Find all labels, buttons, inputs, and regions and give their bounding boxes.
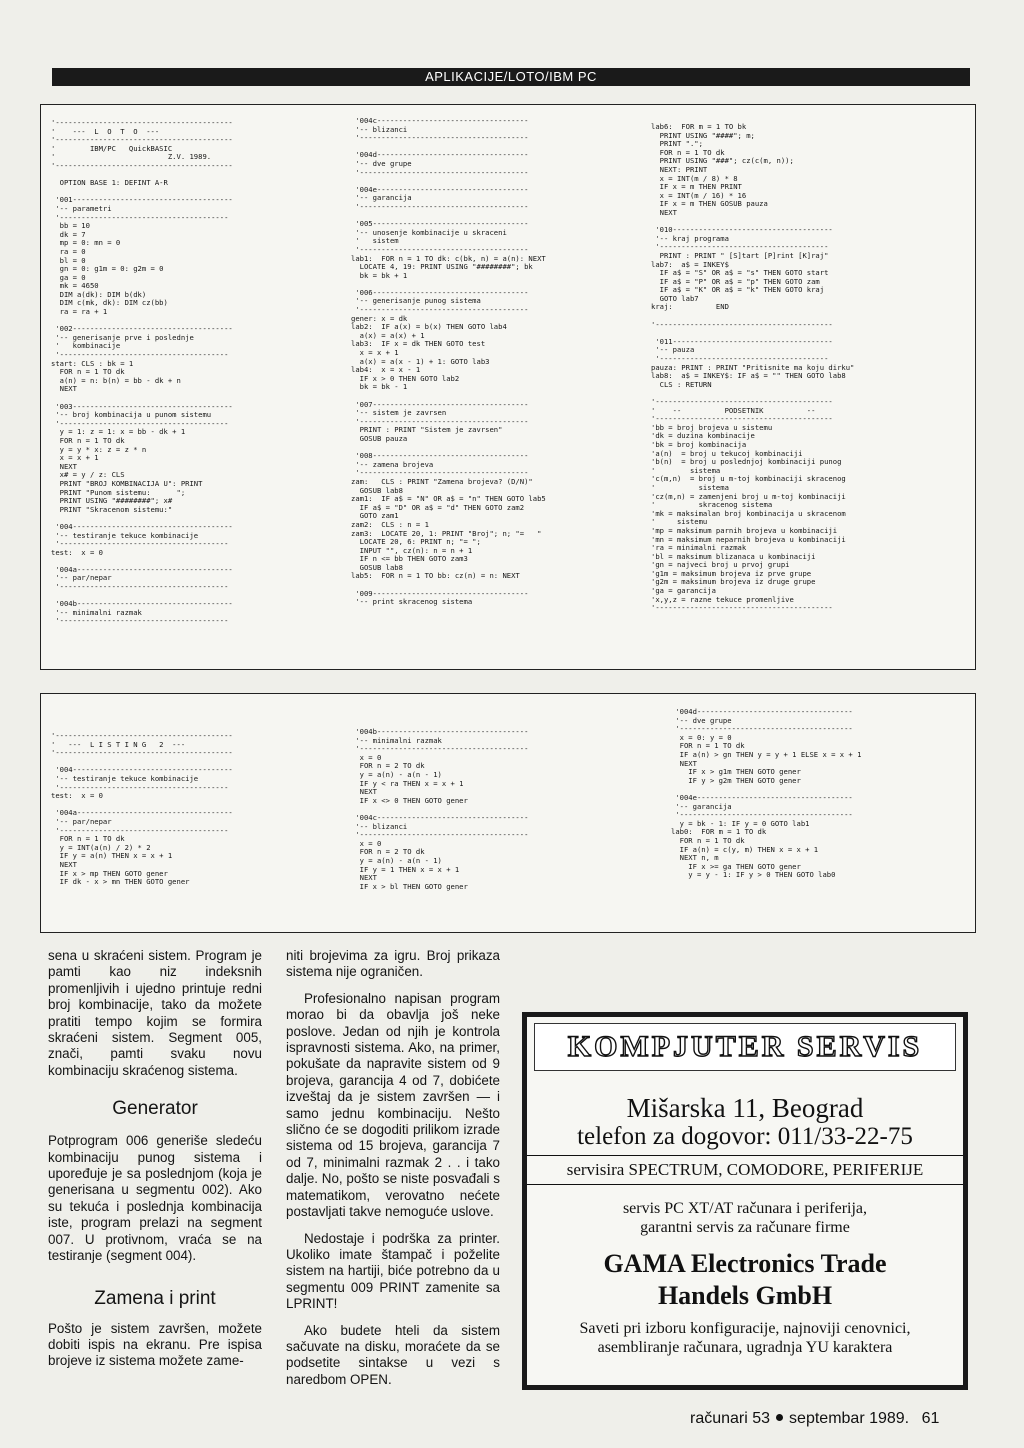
paragraph: Nedostaje i podrška za printer. Ukoliko imate štampač i poželite sistem na hartiji, biće potrebno da u segmentu 009 PRINT zamenite sa LPRINT! bbox=[286, 1230, 500, 1312]
listing-1-column-1: '----------------------------------------- ' --- L O T O --- '----------------------------------------- ' IBM/PC QuickBASIC ' Z.V. 1989. '----------------------------------------- OPTION BASE 1: DEFINT A-R '001------------------------------------- '-- parametri '--------------------------------------- bb = 10 dk = 7 mp = 0: mn = 0 ra = 0 bl = 0 gn = 0: g1m = 0: g2m = 0 ga = 0 mk = 4650 DIM a(dk): DIM b(dk) DIM c(mk, dk): DIM cz(bb) ra = ra + 1 '002------------------------------------- '-- generisanje prve i poslednje ' kombinacije '--------------------------------------- start: CLS : bk = 1 FOR n = 1 TO dk a(n) = n: b(n) = bb - dk + n NEXT '003------------------------------------- '-- broj kombinacija u punom sistemu '--------------------------------------- y = 1: z = 1: x = bb - dk + 1 FOR n = 1 TO dk y = y * x: z = z * n x = x + 1 NEXT x# = y / z: CLS PRINT "BROJ KOMBINACIJA U": PRINT PRINT "Punom sistemu: "; PRINT USING "########"; x# PRINT "Skracenom sistemu:" '004------------------------------------- '-- testiranje tekuce kombinacije '--------------------------------------- test: x = 0 '004a------------------------------------ '-- par/nepar '--------------------------------------- '004b------------------------------------ '-- minimalni razmak '--------------------------------------- bbox=[51, 118, 233, 626]
ad-tips-line-2: asembliranje računara, ugradnja YU karaktera bbox=[597, 1339, 893, 1356]
ad-pc-line-2: garantni servis za računare firme bbox=[640, 1219, 850, 1236]
footer-magazine: računari 53 bbox=[690, 1410, 771, 1427]
ad-tips-line-1: Saveti pri izboru konfiguracije, najnoviji cenovnici, bbox=[579, 1320, 911, 1337]
footer-issue-date: septembar 1989. bbox=[789, 1410, 910, 1427]
bullet-icon bbox=[776, 1414, 783, 1421]
ad-phone: telefon za dogovor: 011/33-22-75 bbox=[577, 1123, 913, 1150]
page-footer bbox=[690, 1410, 939, 1428]
advertisement bbox=[522, 1012, 968, 1390]
heading-zamena-i-print: Zamena i print bbox=[94, 1287, 216, 1309]
paragraph: Ako budete hteli da sistem sačuvate na disku, moraćete da se podsetite sintakse u vezi s naredbom OPEN. bbox=[286, 1322, 500, 1387]
heading-generator: Generator bbox=[112, 1098, 198, 1120]
article-column-2 bbox=[286, 948, 500, 1388]
ad-services: servisira SPECTRUM, COMODORE, PERIFERIJE bbox=[566, 1160, 924, 1179]
section-header: APLIKACIJE/LOTO/IBM PC bbox=[52, 68, 970, 86]
listing-2-column-1: '----------------------------------------- ' --- L I S T I N G 2 --- '----------------------------------------- '004------------------------------------- '-- testiranje tekuce kombinacije '--------------------------------------- test: x = 0 '004a------------------------------------ '-- par/nepar '--------------------------------------- FOR n = 1 TO dk y = INT(a(n) / 2) * 2 IF y = a(n) THEN x = x + 1 NEXT IF x > mp THEN GOTO gener IF dk - x > mn THEN GOTO gener bbox=[51, 731, 233, 887]
paragraph: Potprogram 006 generiše sledeću kombinaciju punog sistema i upoređuje je sa poslednjom (koja je generisana u segmentu 002). Ako su tekuća i poslednja kombinacija iste, program prelazi na segment 007. U protivnom, vraća se na testiranje (segment 004). bbox=[48, 1133, 262, 1264]
paragraph: niti brojevima za igru. Broj prikaza sistema nije ograničen. bbox=[286, 948, 500, 980]
ad-company-line-2: Handels GmbH bbox=[657, 1281, 833, 1310]
paragraph: sena u skraćeni sistem. Program je pamti kao niz indeksnih promenljivih i ujedno printuje redni broj kombinacije, tako da možete pratiti tempo kojim se formira skraćeni sistem. Segment 005, znači, pamti svaku novu kombinaciju skraćenog sistema. bbox=[48, 948, 262, 1078]
listing-2-column-3: '004d------------------------------------ '-- dve grupe '---------------------------------------- x = 0: y = 0 FOR n = 1 TO dk IF a(n) > gn THEN y = y + 1 ELSE x = x + 1 NEXT IF x > g1m THEN GOTO gener IF y > g2m THEN GOTO gener '004e------------------------------------ '-- garancija '---------------------------------------- y = bk - 1: IF y = 0 GOTO lab1 lab0: FOR m = 1 TO dk FOR n = 1 TO dk IF a(n) = c(y, m) THEN x = x + 1 NEXT n, m IF x >= ga THEN GOTO gener y = y - 1: IF y > 0 THEN GOTO lab0 bbox=[671, 707, 862, 880]
page-number: 61 bbox=[921, 1410, 940, 1427]
ad-company-line-1: GAMA Electronics Trade bbox=[603, 1249, 887, 1278]
ad-pc-line-1: servis PC XT/AT računara i periferija, bbox=[622, 1200, 868, 1217]
paragraph: Pošto je sistem završen, možete dobiti ispis na ekranu. Pre ispisa brojeve iz sistema možete zame- bbox=[48, 1320, 262, 1369]
ad-address: Mišarska 11, Beograd bbox=[626, 1093, 864, 1123]
ad-divider bbox=[527, 1184, 963, 1185]
paragraph: Profesionalno napisan program morao bi da obavlja još neke poslove. Jedan od njih je kontrola ispravnosti sistema. Ako, na primer, pokušate da napravite sistem od 9 brojeva, garancija 4 od 7, dobićete izveštaj da je sistem završen — i samo jednu kombinaciju. Nešto slično će se dogoditi prilikom izrade sistema od 15 brojeva, garancija 7 od 7, minimalni razmak 2 . . i tako dalje. No, pošto se niste posvađali s matematikom, verovatno nećete postavljati takve nemoguće uslove. bbox=[286, 990, 500, 1220]
listing-1-column-3: lab6: FOR m = 1 TO bk PRINT USING "####"; m; PRINT "."; FOR n = 1 TO dk PRINT USING "###"; cz(c(m, n)); NEXT: PRINT x = INT(m / 8) * 8 IF x = m THEN PRINT x = INT(m / 16) * 16 IF x = m THEN GOSUB pauza NEXT '010------------------------------------- '-- kraj programa '--------------------------------------- PRINT : PRINT " [S]tart [P]rint [K]raj" lab7: a$ = INKEY$ IF a$ = "S" OR a$ = "s" THEN GOTO start IF a$ = "P" OR a$ = "p" THEN GOTO zam IF a$ = "K" OR a$ = "k" THEN GOTO kraj GOTO lab7 kraj: END '----------------------------------------- '011------------------------------------- '-- pauza '--------------------------------------- pauza: PRINT : PRINT "Pritisnite ma koju dirku" lab8: a$ = INKEY$: IF a$ = "" THEN GOTO lab8 CLS : RETURN '----------------------------------------- ' -- PODSETNIK -- '----------------------------------------- 'bb = broj brojeva u sistemu 'dk = duzina kombinacije 'bk = broj kombinacija 'a(n) = broj u tekucoj kombinaciji 'b(n) = broj u poslednjoj kombinaciji punog ' sistema 'c(m,n) = broj u m-toj kombinaciji skracenog ' sistema 'cz(m,n) = zamenjeni broj u m-toj kombinaciji ' skracenog sistema 'mk = maksimalan broj kombinacija u skracenom ' sistemu 'mp = maksimum parnih brojeva u kombinaciji 'mn = maksimum neparnih brojeva u kombinaciji 'ra = minimalni razmak 'bl = maksimum blizanaca u kombinaciji 'gn = najveci broj u prvoj grupi 'g1m = maksimum brojeva iz prve grupe 'g2m = maksimum brojeva iz druge grupe 'ga = garancija 'x,y,z = razne tekuce promenljive '----------------------------------------- bbox=[651, 122, 855, 613]
listing-1-column-2: '004c----------------------------------- '-- blizanci '--------------------------------------- '004d----------------------------------- '-- dve grupe '--------------------------------------- '004e----------------------------------- '-- garancija '--------------------------------------- '005------------------------------------ '-- unosenje kombinacije u skraceni ' sistem '--------------------------------------- lab1: FOR n = 1 TO dk: c(bk, n) = a(n): NEXT LOCATE 4, 19: PRINT USING "########"; bk bk = bk + 1 '006------------------------------------ '-- generisanje punog sistema '--------------------------------------- gener: x = dk lab2: IF a(x) = b(x) THEN GOTO lab4 a(x) = a(x) + 1 lab3: IF x = dk THEN GOTO test x = x + 1 a(x) = a(x - 1) + 1: GOTO lab3 lab4: x = x - 1 IF x > 0 THEN GOTO lab2 bk = bk - 1 '007------------------------------------ '-- sistem je zavrsen '--------------------------------------- PRINT : PRINT "Sistem je zavrsen" GOSUB pauza '008------------------------------------ '-- zamena brojeva '--------------------------------------- zam: CLS : PRINT "Zamena brojeva? (D/N)" GOSUB lab8 zam1: IF a$ = "N" OR a$ = "n" THEN GOTO lab5 IF a$ = "D" OR a$ = "d" THEN GOTO zam2 GOTO zam1 zam2: CLS : n = 1 zam3: LOCATE 20, 1: PRINT "Broj"; n; "= " LOCATE 20, 6: PRINT n; "= "; INPUT "", cz(n): n = n + 1 IF n <= bb THEN GOTO zam3 GOSUB lab8 lab5: FOR n = 1 TO bb: cz(n) = n: NEXT '009------------------------------------ '-- print skracenog sistema bbox=[351, 116, 546, 607]
article-column-1 bbox=[48, 948, 262, 1370]
ad-logo: KOMPJUTER SERVIS bbox=[534, 1023, 956, 1071]
listing-2-box bbox=[40, 693, 976, 933]
listing-2-column-2: '004b----------------------------------- '-- minimalni razmak '--------------------------------------- x = 0 FOR n = 2 TO dk y = a(n) - a(n - 1) IF y < ra THEN x = x + 1 NEXT IF x <> 0 THEN GOTO gener '004c----------------------------------- '-- blizanci '--------------------------------------- x = 0 FOR n = 2 TO dk y = a(n) - a(n - 1) IF y = 1 THEN x = x + 1 NEXT IF x > bl THEN GOTO gener bbox=[355, 727, 529, 891]
listing-1-box bbox=[40, 104, 976, 670]
